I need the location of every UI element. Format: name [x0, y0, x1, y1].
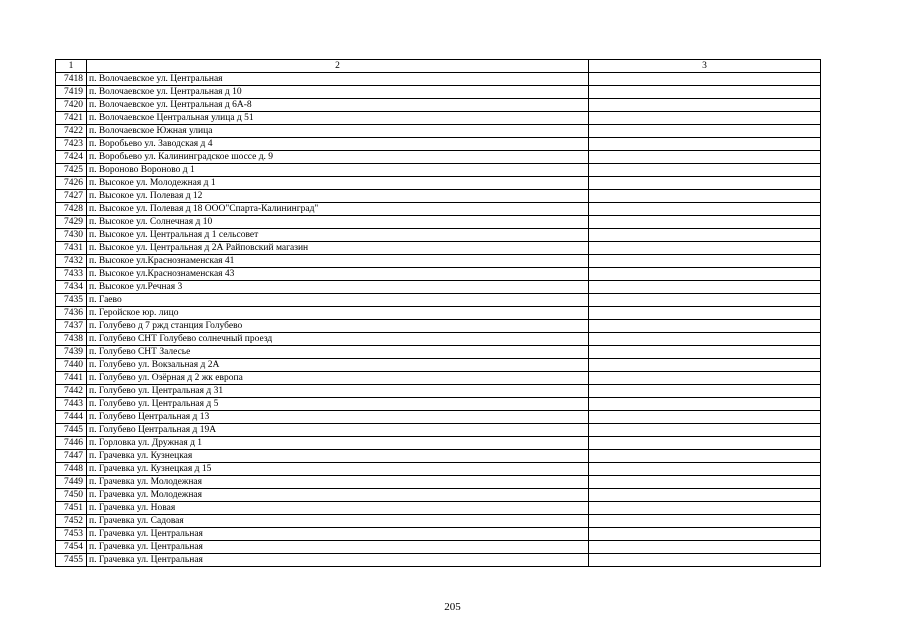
- table-row: [56, 151, 821, 164]
- row-number-cell: 7424: [56, 151, 87, 164]
- table-row: [56, 489, 821, 502]
- table-row: [56, 86, 821, 99]
- address-cell: п. Голубево д 7 ржд станция Голубево: [87, 320, 589, 333]
- column-3-cell: [589, 99, 821, 112]
- address-cell: п. Волочаевское Южная улица: [87, 125, 589, 138]
- table-row: [56, 112, 821, 125]
- row-number-cell: 7446: [56, 437, 87, 450]
- table-row: [56, 424, 821, 437]
- column-3-cell: [589, 138, 821, 151]
- table-row: [56, 450, 821, 463]
- row-number-cell: 7438: [56, 333, 87, 346]
- table-row: [56, 320, 821, 333]
- column-3-cell: [589, 476, 821, 489]
- address-table: [55, 59, 821, 567]
- address-cell: п. Высокое ул. Центральная д 2А Райповский магазин: [87, 242, 589, 255]
- table-row: [56, 281, 821, 294]
- address-cell: п. Высокое ул. Солнечная д 10: [87, 216, 589, 229]
- header-row: [56, 60, 821, 73]
- row-number-cell: 7453: [56, 528, 87, 541]
- table-row: [56, 177, 821, 190]
- table-row: [56, 515, 821, 528]
- row-number-cell: 7432: [56, 255, 87, 268]
- table-row: [56, 294, 821, 307]
- column-header-2: 2: [87, 60, 589, 73]
- row-number-cell: 7443: [56, 398, 87, 411]
- column-3-cell: [589, 73, 821, 86]
- column-3-cell: [589, 515, 821, 528]
- address-cell: п. Высокое ул. Молодежная д 1: [87, 177, 589, 190]
- address-cell: п. Волочаевское ул. Центральная д 6А-8: [87, 99, 589, 112]
- table-row: [56, 333, 821, 346]
- column-3-cell: [589, 424, 821, 437]
- table-row: [56, 437, 821, 450]
- column-header-1: 1: [56, 60, 87, 73]
- table-row: [56, 125, 821, 138]
- address-cell: п. Грачевка ул. Садовая: [87, 515, 589, 528]
- column-3-cell: [589, 203, 821, 216]
- address-cell: п. Грачевка ул. Новая: [87, 502, 589, 515]
- table-row: [56, 411, 821, 424]
- address-cell: п. Грачевка ул. Кузнецкая: [87, 450, 589, 463]
- table-row: [56, 385, 821, 398]
- page-number: 205: [444, 601, 461, 613]
- address-cell: п. Голубево Центральная д 13: [87, 411, 589, 424]
- row-number-cell: 7421: [56, 112, 87, 125]
- address-cell: п. Вороново Вороново д 1: [87, 164, 589, 177]
- row-number-cell: 7420: [56, 99, 87, 112]
- address-cell: п. Высокое ул. Полевая д 18 ООО"Спарта-Калининград": [87, 203, 589, 216]
- address-cell: п. Голубево СНТ Залесье: [87, 346, 589, 359]
- address-cell: п. Высокое ул.Краснознаменская 43: [87, 268, 589, 281]
- column-3-cell: [589, 164, 821, 177]
- row-number-cell: 7449: [56, 476, 87, 489]
- row-number-cell: 7450: [56, 489, 87, 502]
- row-number-cell: 7426: [56, 177, 87, 190]
- row-number-cell: 7440: [56, 359, 87, 372]
- column-3-cell: [589, 190, 821, 203]
- address-cell: п. Голубево ул. Центральная д 5: [87, 398, 589, 411]
- table-body: [56, 73, 821, 567]
- table-row: [56, 99, 821, 112]
- column-3-cell: [589, 320, 821, 333]
- column-3-cell: [589, 333, 821, 346]
- row-number-cell: 7428: [56, 203, 87, 216]
- address-cell: п. Голубево ул. Вокзальная д 2А: [87, 359, 589, 372]
- row-number-cell: 7448: [56, 463, 87, 476]
- address-cell: п. Голубево ул. Центральная д 31: [87, 385, 589, 398]
- address-cell: п. Высокое ул.Краснознаменская 41: [87, 255, 589, 268]
- column-3-cell: [589, 489, 821, 502]
- column-3-cell: [589, 541, 821, 554]
- table-row: [56, 203, 821, 216]
- column-3-cell: [589, 151, 821, 164]
- row-number-cell: 7423: [56, 138, 87, 151]
- row-number-cell: 7430: [56, 229, 87, 242]
- column-3-cell: [589, 307, 821, 320]
- row-number-cell: 7422: [56, 125, 87, 138]
- address-cell: п. Высокое ул. Центральная д 1 сельсовет: [87, 229, 589, 242]
- row-number-cell: 7436: [56, 307, 87, 320]
- address-cell: п. Горловка ул. Дружная д 1: [87, 437, 589, 450]
- table-row: [56, 528, 821, 541]
- column-3-cell: [589, 385, 821, 398]
- table-row: [56, 138, 821, 151]
- table-row: [56, 372, 821, 385]
- table-row: [56, 554, 821, 567]
- row-number-cell: 7441: [56, 372, 87, 385]
- address-cell: п. Грачевка ул. Молодежная: [87, 476, 589, 489]
- address-cell: п. Волочаевское ул. Центральная: [87, 73, 589, 86]
- table-row: [56, 359, 821, 372]
- column-3-cell: [589, 437, 821, 450]
- row-number-cell: 7435: [56, 294, 87, 307]
- column-3-cell: [589, 411, 821, 424]
- column-3-cell: [589, 398, 821, 411]
- row-number-cell: 7447: [56, 450, 87, 463]
- row-number-cell: 7439: [56, 346, 87, 359]
- table-row: [56, 73, 821, 86]
- address-cell: п. Грачевка ул. Молодежная: [87, 489, 589, 502]
- row-number-cell: 7442: [56, 385, 87, 398]
- column-3-cell: [589, 255, 821, 268]
- column-3-cell: [589, 125, 821, 138]
- address-cell: п. Гаево: [87, 294, 589, 307]
- address-cell: п. Голубево ул. Озёрная д 2 жк европа: [87, 372, 589, 385]
- row-number-cell: 7452: [56, 515, 87, 528]
- column-3-cell: [589, 463, 821, 476]
- column-3-cell: [589, 554, 821, 567]
- address-cell: п. Воробьево ул. Заводская д 4: [87, 138, 589, 151]
- column-3-cell: [589, 450, 821, 463]
- row-number-cell: 7437: [56, 320, 87, 333]
- row-number-cell: 7431: [56, 242, 87, 255]
- row-number-cell: 7434: [56, 281, 87, 294]
- table-row: [56, 229, 821, 242]
- address-cell: п. Волочаевское ул. Центральная д 10: [87, 86, 589, 99]
- column-3-cell: [589, 216, 821, 229]
- row-number-cell: 7454: [56, 541, 87, 554]
- row-number-cell: 7418: [56, 73, 87, 86]
- row-number-cell: 7451: [56, 502, 87, 515]
- column-3-cell: [589, 359, 821, 372]
- address-cell: п. Грачевка ул. Центральная: [87, 541, 589, 554]
- row-number-cell: 7433: [56, 268, 87, 281]
- table-row: [56, 476, 821, 489]
- row-number-cell: 7419: [56, 86, 87, 99]
- column-3-cell: [589, 502, 821, 515]
- column-3-cell: [589, 242, 821, 255]
- table-row: [56, 255, 821, 268]
- address-cell: п. Высокое ул. Полевая д 12: [87, 190, 589, 203]
- address-cell: п. Высокое ул.Речная 3: [87, 281, 589, 294]
- table-row: [56, 190, 821, 203]
- row-number-cell: 7425: [56, 164, 87, 177]
- address-cell: п. Грачевка ул. Центральная: [87, 554, 589, 567]
- column-3-cell: [589, 268, 821, 281]
- address-cell: п. Голубево СНТ Голубево солнечный проезд: [87, 333, 589, 346]
- address-cell: п. Голубево Центральная д 19А: [87, 424, 589, 437]
- column-3-cell: [589, 294, 821, 307]
- column-3-cell: [589, 281, 821, 294]
- row-number-cell: 7427: [56, 190, 87, 203]
- row-number-cell: 7455: [56, 554, 87, 567]
- row-number-cell: 7444: [56, 411, 87, 424]
- address-cell: п. Грачевка ул. Центральная: [87, 528, 589, 541]
- column-3-cell: [589, 528, 821, 541]
- table-row: [56, 541, 821, 554]
- table-row: [56, 502, 821, 515]
- table-row: [56, 307, 821, 320]
- address-cell: п. Воробьево ул. Калининградское шоссе д. 9: [87, 151, 589, 164]
- column-3-cell: [589, 346, 821, 359]
- row-number-cell: 7429: [56, 216, 87, 229]
- column-3-cell: [589, 86, 821, 99]
- address-cell: п. Волочаевское Центральная улица д 51: [87, 112, 589, 125]
- table-row: [56, 398, 821, 411]
- table-row: [56, 216, 821, 229]
- table-row: [56, 268, 821, 281]
- address-cell: п. Грачевка ул. Кузнецкая д 15: [87, 463, 589, 476]
- table-row: [56, 164, 821, 177]
- table-row: [56, 463, 821, 476]
- table-row: [56, 242, 821, 255]
- column-3-cell: [589, 372, 821, 385]
- address-cell: п. Геройское юр. лицо: [87, 307, 589, 320]
- column-3-cell: [589, 112, 821, 125]
- column-3-cell: [589, 177, 821, 190]
- column-header-3: 3: [589, 60, 821, 73]
- row-number-cell: 7445: [56, 424, 87, 437]
- column-3-cell: [589, 229, 821, 242]
- table-row: [56, 346, 821, 359]
